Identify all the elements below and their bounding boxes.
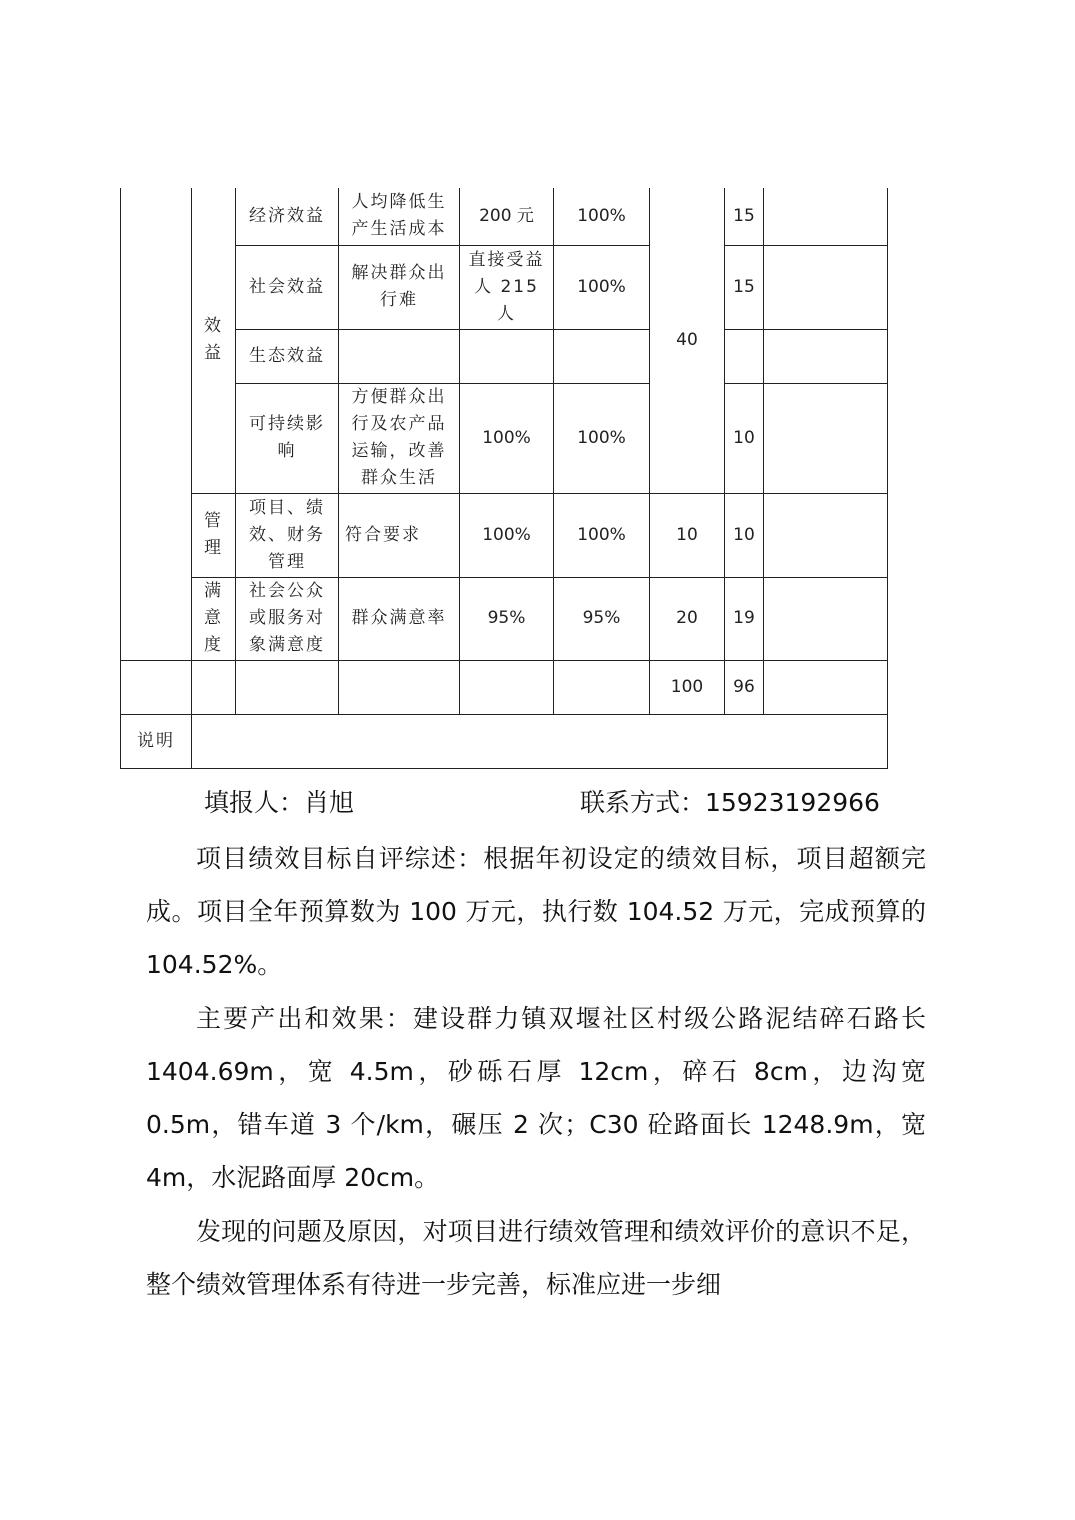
note-label-cell: 说明 xyxy=(121,714,192,768)
remark-cell xyxy=(764,329,888,383)
value-cell xyxy=(460,329,554,383)
score-cell: 15 xyxy=(725,188,764,245)
outputs-paragraph: 主要产出和效果：建设群力镇双堰社区村级公路泥结碎石路长 1404.69m，宽 4.5m，砂砾石厚 12cm，碎石 8cm，边沟宽 0.5m，错车道 3 个/km，碾压 2 次；C30 砼路面长 1248.9m，宽 4m，水泥路面厚 20cm。 xyxy=(146,1004,926,1192)
performance-table xyxy=(120,188,888,769)
blank-cell xyxy=(121,660,192,714)
indicator-cell: 可持续影响 xyxy=(236,383,339,493)
blank-cell xyxy=(121,188,192,660)
remark-cell xyxy=(764,245,888,329)
weight-cell: 20 xyxy=(650,577,725,660)
value-cell: 100% xyxy=(460,383,554,493)
indicator-cell: 社会公众或服务对象满意度 xyxy=(236,577,339,660)
category-benefit: 效 益 xyxy=(192,188,236,493)
table-row-note xyxy=(121,714,888,768)
weight-cell: 10 xyxy=(650,493,725,577)
score-cell: 15 xyxy=(725,245,764,329)
remark-cell xyxy=(764,577,888,660)
category-satisfaction: 满 意 度 xyxy=(192,577,236,660)
remark-cell xyxy=(764,383,888,493)
indicator-cell: 生态效益 xyxy=(236,329,339,383)
target-cell: 符合要求 xyxy=(339,493,460,577)
target-cell: 人均降低生产生活成本 xyxy=(339,188,460,245)
note-content-cell xyxy=(192,714,888,768)
remark-cell xyxy=(764,493,888,577)
indicator-cell: 项目、绩效、财务管理 xyxy=(236,493,339,577)
total-weight-cell: 100 xyxy=(650,660,725,714)
value-cell: 直接受益人 215 人 xyxy=(460,245,554,329)
filler-label: 填报人：肖旭 xyxy=(204,788,355,817)
summary-paragraph: 项目绩效目标自评综述：根据年初设定的绩效目标，项目超额完成。项目全年预算数为 100 万元，执行数 104.52 万元，完成预算的 104.52%。 xyxy=(146,844,926,979)
table-row-total xyxy=(121,660,888,714)
target-cell xyxy=(339,329,460,383)
rate-cell: 95% xyxy=(554,577,650,660)
target-cell: 群众满意率 xyxy=(339,577,460,660)
table-row-social xyxy=(121,245,888,329)
blank-cell xyxy=(460,660,554,714)
problems-paragraph: 发现的问题及原因，对项目进行绩效管理和绩效评价的意识不足，整个绩效管理体系有待进一步完善，标准应进一步细 xyxy=(146,1217,926,1299)
category-management: 管 理 xyxy=(192,493,236,577)
score-cell: 19 xyxy=(725,577,764,660)
rate-cell: 100% xyxy=(554,383,650,493)
weight-cell-benefit: 40 xyxy=(650,188,725,493)
remark-cell xyxy=(764,660,888,714)
score-cell: 10 xyxy=(725,383,764,493)
remark-cell xyxy=(764,188,888,245)
score-cell xyxy=(725,329,764,383)
rate-cell: 100% xyxy=(554,493,650,577)
rate-cell: 100% xyxy=(554,245,650,329)
indicator-cell: 社会效益 xyxy=(236,245,339,329)
table-row-sustainable xyxy=(121,383,888,493)
rate-cell: 100% xyxy=(554,188,650,245)
total-score-cell: 96 xyxy=(725,660,764,714)
target-cell: 解决群众出行难 xyxy=(339,245,460,329)
blank-cell xyxy=(339,660,460,714)
value-cell: 100% xyxy=(460,493,554,577)
blank-cell xyxy=(236,660,339,714)
table-row-management xyxy=(121,493,888,577)
indicator-cell: 经济效益 xyxy=(236,188,339,245)
value-cell: 200 元 xyxy=(460,188,554,245)
blank-cell xyxy=(192,660,236,714)
blank-cell xyxy=(554,660,650,714)
table-row-satisfaction xyxy=(121,577,888,660)
score-cell: 10 xyxy=(725,493,764,577)
rate-cell xyxy=(554,329,650,383)
contact-label: 联系方式：15923192966 xyxy=(580,788,880,817)
target-cell: 方便群众出行及农产品运输，改善群众生活 xyxy=(339,383,460,493)
table-row-economic xyxy=(121,188,888,245)
value-cell: 95% xyxy=(460,577,554,660)
table-row-ecological xyxy=(121,329,888,383)
